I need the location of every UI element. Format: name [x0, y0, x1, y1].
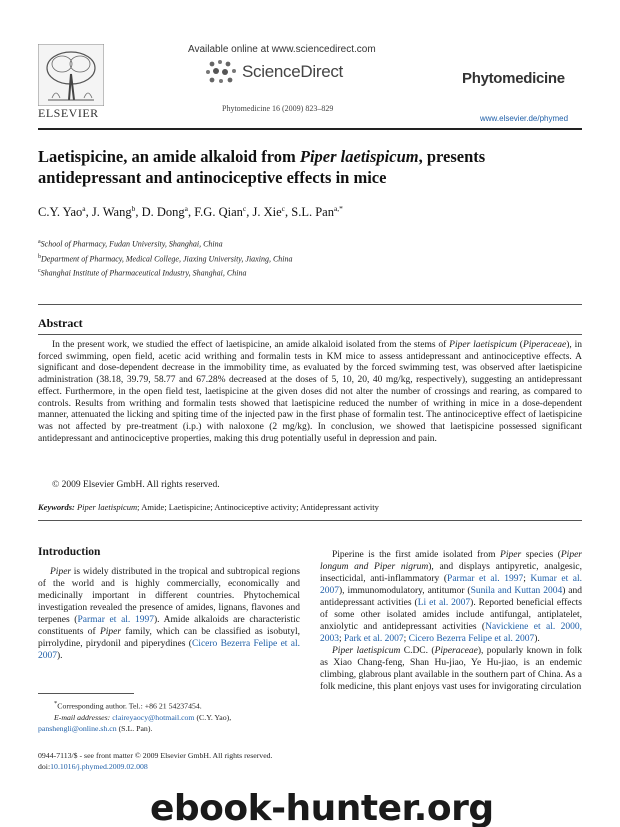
- affiliations: [38, 236, 582, 280]
- right-column: [320, 549, 582, 693]
- citation-link[interactable]: Park et al. 2007: [344, 634, 404, 644]
- email-link[interactable]: claireyaocy@hotmail.com: [112, 712, 195, 722]
- affiliation: $^c$Shanghai Institute of Pharmaceutical Industry, Shanghai, China: [38, 268, 247, 278]
- journal-url-link[interactable]: www.elsevier.de/phymed: [480, 114, 569, 123]
- author: S.L. Pan: [291, 205, 334, 220]
- abstract-copyright: © 2009 Elsevier GmbH. All rights reserved.: [52, 480, 220, 490]
- author: F.G. Qian: [194, 205, 243, 220]
- citation-link[interactable]: Parmar et al. 1997: [447, 574, 524, 584]
- intro-paragraph: Piper is widely distributed in the tropical and subtropical regions of the world and is highly commercially, economically and medicinally important in different countries. Phytochemical investigation revealed the presence of amides, lignans, flavones and terpenes (Parmar et al. 1997). Amide alkaloids are characteristic constituents of Piper family, which can be classified as isobutyl, pirrolydine, pirydonil and piperydines (Cicero Bezerra Felipe et al. 2007).: [38, 567, 300, 661]
- author-list: C.Y. Yao$^a$, J. Wang$^b$, D. Dong$^a$, F.G. Qian$^c$, J. Xie$^c$, S.L. Pan$^{a,*}$: [38, 204, 343, 220]
- author: C.Y. Yao: [38, 205, 83, 220]
- publisher-name: ELSEVIER: [38, 106, 99, 120]
- footnote-divider: [38, 693, 134, 694]
- citation-link[interactable]: Sunila and Kuttan 2004: [470, 586, 563, 596]
- elsevier-tree-logo: [38, 44, 104, 106]
- citation-link[interactable]: Cicero Bezerra Felipe et al. 2007: [408, 634, 535, 644]
- author: D. Dong: [141, 205, 185, 220]
- abstract-heading: Abstract: [38, 316, 83, 330]
- affiliation: $^a$School of Pharmacy, Fudan University, Shanghai, China: [38, 239, 223, 249]
- keywords-divider: [38, 520, 582, 521]
- email-link[interactable]: panshengli@online.sh.cn: [38, 723, 117, 733]
- section-divider: [38, 304, 582, 305]
- citation-link[interactable]: Kumar et al. 2007: [320, 574, 582, 596]
- author: J. Wang: [91, 205, 132, 220]
- citation-link[interactable]: Parmar et al. 1997: [77, 615, 154, 625]
- body-paragraph: Piperine is the first amide isolated from Piper species (Piper longum and Piper nigrum), and displays antipyretic, analgesic, insecticidal, anti-inflammatory (Parmar et al. 1997; Kumar et al. 2007), immunomodulatory, antitumor (Sunila and Kuttan 2004) and antidepressant activities (Li et al. 2007). Reported beneficial effects of some other isolated amides include antifungal, antiplatelet, anxiolytic and antidepressant activities (Navickiene et al. 2000, 2003; Park et al. 2007; Cicero Bezerra Felipe et al. 2007).: [320, 550, 582, 644]
- journal-header: [0, 0, 620, 128]
- citation-link[interactable]: Li et al. 2007: [417, 598, 471, 608]
- introduction-heading: Introduction: [38, 546, 101, 558]
- sciencedirect-wordmark: ScienceDirect: [242, 62, 343, 81]
- citation-link[interactable]: Navickiene et al. 2000, 2003: [320, 622, 582, 644]
- watermark-text: ebook-hunter.org: [150, 788, 494, 827]
- issn-doi-block: 0944-7113/$ - see front matter © 2009 Elsevier GmbH. All rights reserved. doi:10.1016/j.phymed.2009.02.008: [38, 751, 273, 771]
- abstract-divider: [38, 334, 582, 335]
- abstract-body: In the present work, we studied the effect of laetispicine, an amide alkaloid isolated from the stems of Piper laetispicum (Piperaceae), in forced swimming, open field, acetic acid writhing and formalin tests in KM mice to assess antidepressant and antinociceptive effects. A significant and dose-dependent decrease in the immobility time, as evaluated by the forced swimming test, was observed after laetispicine administration (38.18, 39.79, 58.77 and 67.28% decreased at the doses of 5, 10, 20, 40 mg/kg, respectively), suggesting an antidepressant effect. Furthermore, in the open field test, laetispicine at the given doses did not alter the number of crossings and rearing, as compared to controls. Results from writhing and formalin tests showed that laetispicine reduced the number of writhing in mice in a dose-dependent manner, attenuated the licking and spiting time of the injected paw in the first phase of formalin test. The antinociceptive effect of laetispicine was not affected by pre-treatment (i.p.) with naloxone (2 mg/kg). In conclusion, we showed that laetispicine possessed significant antidepressant and antinociceptive properties, making this drug potentially useful in depression and pain.: [38, 340, 582, 444]
- header-divider: [38, 128, 582, 130]
- body-paragraph: Piper laetispicum C.DC. (Piperaceae), popularly known in folk as Xiao Chang-feng, Shan Hu-jiao, Ye Hu-jiao, is an endemic climbing, glabrous plant available in the southern part of China. As a folk medicine, this plant enjoys vast uses for invigorating circulation: [320, 646, 582, 692]
- author: J. Xie: [252, 205, 282, 220]
- doi-link[interactable]: 10.1016/j.phymed.2009.02.008: [50, 762, 148, 771]
- available-online-text: Available online at www.sciencedirect.com: [188, 44, 376, 55]
- affiliation: $^b$Department of Pharmacy, Medical College, Jiaxing University, Jiaxing, China: [38, 253, 293, 264]
- left-column: [38, 546, 300, 662]
- article-title: Laetispicine, an amide alkaloid from Piper laetispicum, presents antidepressant and antinociceptive effects in mice: [38, 147, 486, 187]
- keywords: Keywords: Piper laetispicum; Amide; Laetispicine; Antinociceptive activity; Antidepressant activity: [38, 502, 379, 512]
- sciencedirect-logo: [204, 58, 384, 86]
- journal-citation: Phytomedicine 16 (2009) 823–829: [222, 104, 334, 113]
- sciencedirect-dots-icon: [204, 58, 240, 86]
- citation-link[interactable]: Cicero Bezerra Felipe et al. 2007: [38, 639, 300, 661]
- corresponding-author-footnote: *Corresponding author. Tel.: +86 21 54237454. E-mail addresses: claireyaocy@hotmail.com (C.Y. Yao), panshengli@online.sh.cn (S.L. Pan).: [38, 700, 232, 733]
- journal-name: Phytomedicine: [462, 70, 565, 87]
